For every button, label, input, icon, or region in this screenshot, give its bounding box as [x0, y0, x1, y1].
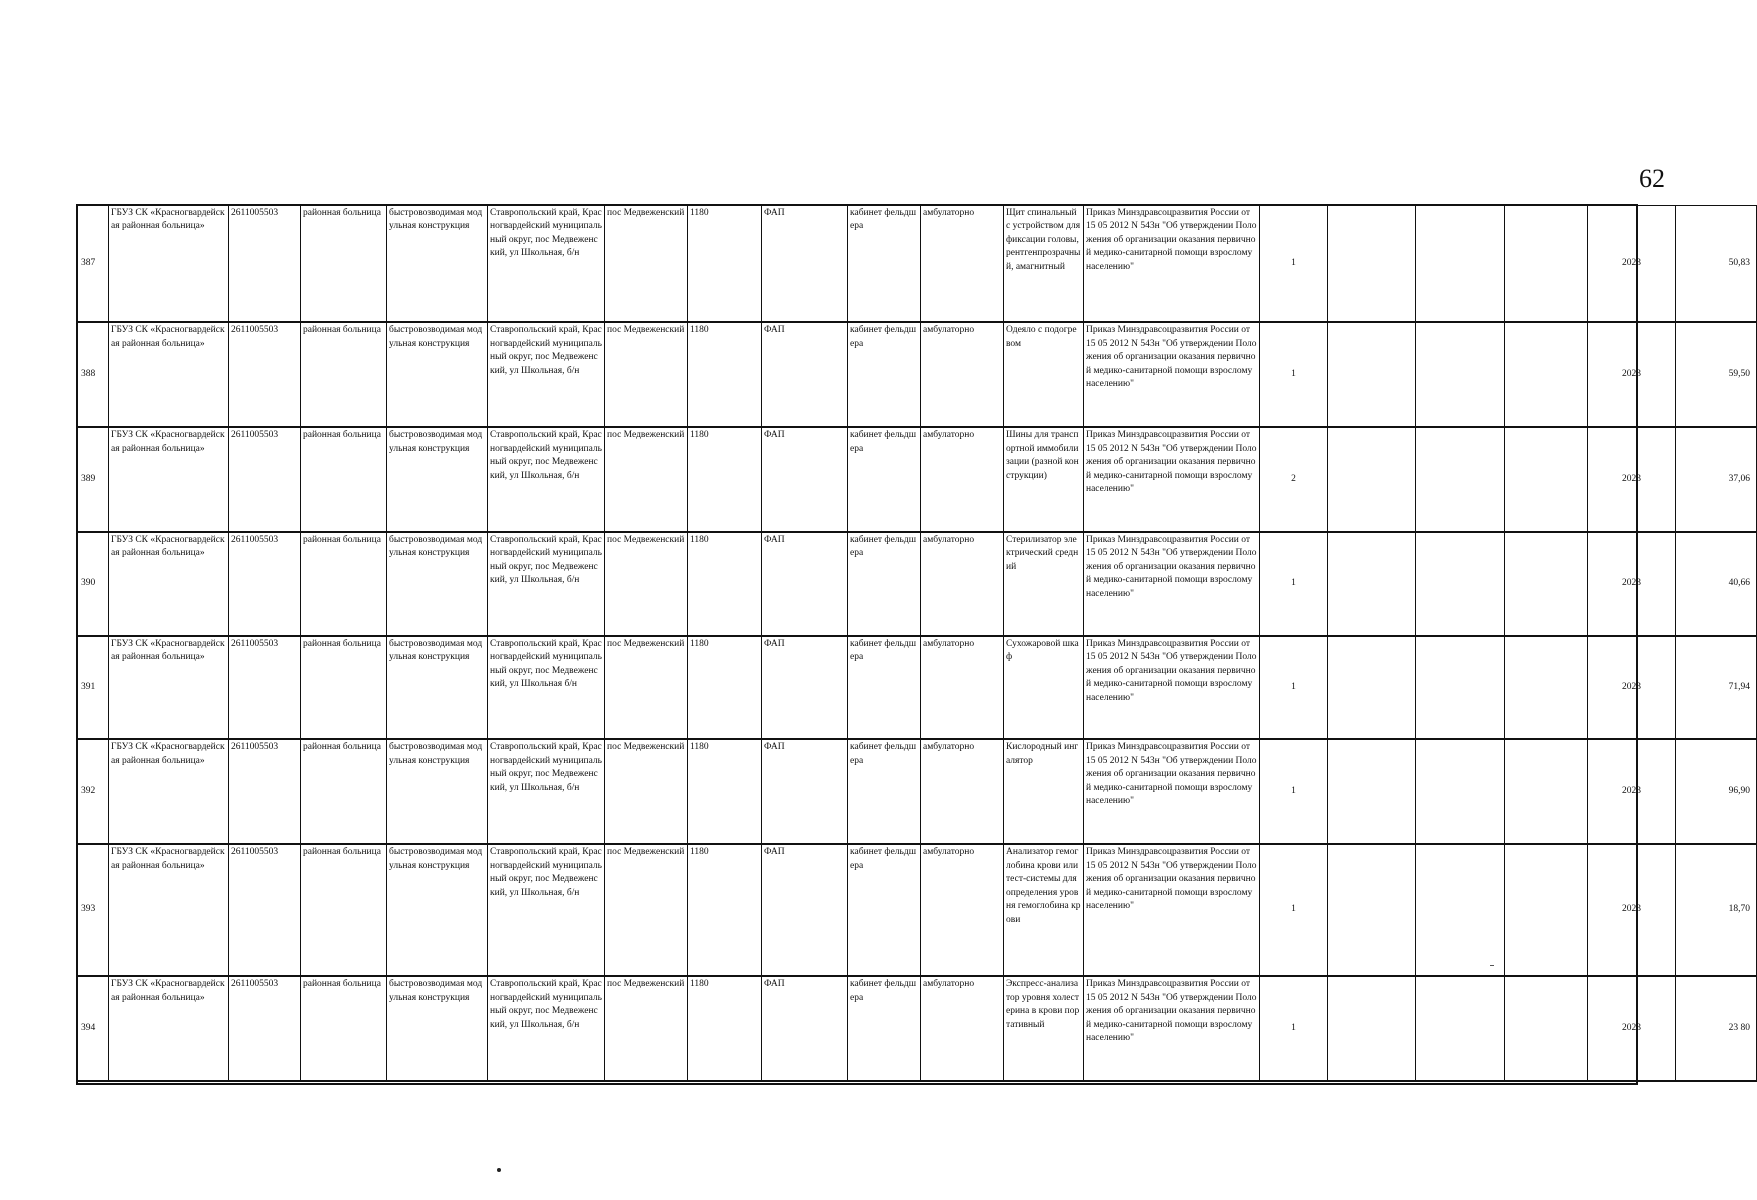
- cell-org: ГБУЗ СК «Красногвардейская районная больница»: [109, 636, 229, 740]
- cell-code: 1180: [688, 532, 762, 636]
- cell-type: районная больница: [301, 739, 387, 844]
- cell-room: кабинет фельдшера: [848, 844, 921, 976]
- cell-room: кабинет фельдшера: [848, 976, 921, 1081]
- table-row: [78, 532, 1757, 636]
- cell-care: амбулаторно: [921, 206, 1004, 323]
- cell-qty: 1: [1260, 636, 1328, 740]
- scan-mark: [1490, 965, 1494, 966]
- cell-unit: ФАП: [762, 636, 848, 740]
- cell-cost: 71,94: [1676, 636, 1757, 740]
- cell-building: быстровозводимая модульная конструкция: [387, 976, 488, 1081]
- cell-code: 1180: [688, 976, 762, 1081]
- cell-qty: 1: [1260, 976, 1328, 1081]
- cell-address: Ставропольский край, Красногвардейский муниципальный округ, пос Медвеженский, ул Школьная, б/н: [488, 532, 605, 636]
- cell-equipment: Щит спинальный с устройством для фиксации головы, рентгенпрозрачный, амагнитный: [1004, 206, 1084, 323]
- table-row: [78, 636, 1757, 740]
- cell-unit: ФАП: [762, 976, 848, 1081]
- cell-care: амбулаторно: [921, 844, 1004, 976]
- cell-order: Приказ Минздравсоцразвития России от 15 05 2012 N 543н "Об утверждении Положения об организации оказания первичной медико-санитарной помощи взрослому населению": [1084, 427, 1260, 532]
- cell-e2: [1416, 532, 1505, 636]
- cell-e3: [1505, 206, 1588, 323]
- cell-e1: [1328, 427, 1416, 532]
- cell-unit: ФАП: [762, 206, 848, 323]
- cell-e2: [1416, 976, 1505, 1081]
- cell-e1: [1328, 206, 1416, 323]
- cell-e2: [1416, 636, 1505, 740]
- cell-order: Приказ Минздравсоцразвития России от 15 05 2012 N 543н "Об утверждении Положения об организации оказания первичной медико-санитарной помощи взрослому населению": [1084, 206, 1260, 323]
- cell-order: Приказ Минздравсоцразвития России от 15 05 2012 N 543н "Об утверждении Положения об организации оказания первичной медико-санитарной помощи взрослому населению": [1084, 739, 1260, 844]
- cell-address: Ставропольский край, Красногвардейский муниципальный округ, пос Медвеженский, ул Школьная, б/н: [488, 322, 605, 427]
- table-row: [78, 844, 1757, 976]
- cell-type: районная больница: [301, 844, 387, 976]
- cell-care: амбулаторно: [921, 532, 1004, 636]
- cell-equipment: Сухожаровой шкаф: [1004, 636, 1084, 740]
- cell-e3: [1505, 739, 1588, 844]
- cell-num: 388: [78, 322, 109, 427]
- cell-qty: 1: [1260, 322, 1328, 427]
- cell-num: 394: [78, 976, 109, 1081]
- cell-qty: 1: [1260, 844, 1328, 976]
- cell-unit: ФАП: [762, 427, 848, 532]
- cell-qty: 1: [1260, 206, 1328, 323]
- table-row: [78, 739, 1757, 844]
- cell-num: 387: [78, 206, 109, 323]
- cell-building: быстровозводимая модульная конструкция: [387, 427, 488, 532]
- cell-care: амбулаторно: [921, 427, 1004, 532]
- scan-mark: [497, 1168, 501, 1172]
- cell-locality: пос Медвеженский: [605, 206, 688, 323]
- cell-org: ГБУЗ СК «Красногвардейская районная больница»: [109, 206, 229, 323]
- cell-building: быстровозводимая модульная конструкция: [387, 532, 488, 636]
- table-row: [78, 322, 1757, 427]
- cell-num: 393: [78, 844, 109, 976]
- cell-inn: 2611005503: [229, 844, 301, 976]
- cell-num: 390: [78, 532, 109, 636]
- cell-year: 2023: [1588, 739, 1676, 844]
- cell-room: кабинет фельдшера: [848, 206, 921, 323]
- cell-room: кабинет фельдшера: [848, 532, 921, 636]
- cell-cost: 23 80: [1676, 976, 1757, 1081]
- cell-e3: [1505, 427, 1588, 532]
- cell-address: Ставропольский край, Красногвардейский муниципальный округ, пос Медвеженский, ул Школьная, б/н: [488, 976, 605, 1081]
- cell-type: районная больница: [301, 427, 387, 532]
- cell-equipment: Стерилизатор электрический средний: [1004, 532, 1084, 636]
- cell-care: амбулаторно: [921, 976, 1004, 1081]
- cell-building: быстровозводимая модульная конструкция: [387, 636, 488, 740]
- cell-equipment: Шины для транспортной иммобилизации (разной конструкции): [1004, 427, 1084, 532]
- table-row: [78, 206, 1757, 323]
- cell-e2: [1416, 739, 1505, 844]
- cell-inn: 2611005503: [229, 976, 301, 1081]
- cell-e3: [1505, 532, 1588, 636]
- cell-equipment: Одеяло с подогревом: [1004, 322, 1084, 427]
- cell-e2: [1416, 427, 1505, 532]
- page-number: 62: [1639, 164, 1665, 193]
- cell-org: ГБУЗ СК «Красногвардейская районная больница»: [109, 427, 229, 532]
- cell-locality: пос Медвеженский: [605, 844, 688, 976]
- cell-e1: [1328, 844, 1416, 976]
- table-row: [78, 976, 1757, 1081]
- cell-care: амбулаторно: [921, 636, 1004, 740]
- cell-num: 389: [78, 427, 109, 532]
- cell-org: ГБУЗ СК «Красногвардейская районная больница»: [109, 322, 229, 427]
- cell-order: Приказ Минздравсоцразвития России от 15 05 2012 N 543н "Об утверждении Положения об организации оказания первичной медико-санитарной помощи взрослому населению": [1084, 976, 1260, 1081]
- cell-e1: [1328, 976, 1416, 1081]
- cell-e2: [1416, 844, 1505, 976]
- cell-room: кабинет фельдшера: [848, 636, 921, 740]
- cell-locality: пос Медвеженский: [605, 976, 688, 1081]
- cell-care: амбулаторно: [921, 739, 1004, 844]
- cell-type: районная больница: [301, 532, 387, 636]
- cell-org: ГБУЗ СК «Красногвардейская районная больница»: [109, 976, 229, 1081]
- cell-qty: 2: [1260, 427, 1328, 532]
- cell-type: районная больница: [301, 636, 387, 740]
- cell-e3: [1505, 636, 1588, 740]
- cell-e3: [1505, 322, 1588, 427]
- cell-code: 1180: [688, 206, 762, 323]
- cell-year: 2023: [1588, 206, 1676, 323]
- cell-order: Приказ Минздравсоцразвития России от 15 05 2012 N 543н "Об утверждении Положения об организации оказания первичной медико-санитарной помощи взрослому населению": [1084, 322, 1260, 427]
- cell-cost: 96,90: [1676, 739, 1757, 844]
- cell-cost: 59,50: [1676, 322, 1757, 427]
- cell-room: кабинет фельдшера: [848, 427, 921, 532]
- cell-address: Ставропольский край, Красногвардейский муниципальный округ, пос Медвеженский, ул Школьная, б/н: [488, 739, 605, 844]
- cell-equipment: Экспресс-анализатор уровня холестерина в крови портативный: [1004, 976, 1084, 1081]
- cell-e1: [1328, 532, 1416, 636]
- cell-num: 392: [78, 739, 109, 844]
- cell-unit: ФАП: [762, 322, 848, 427]
- cell-e2: [1416, 322, 1505, 427]
- cell-cost: 18,70: [1676, 844, 1757, 976]
- cell-locality: пос Медвеженский: [605, 427, 688, 532]
- cell-order: Приказ Минздравсоцразвития России от 15 05 2012 N 543н "Об утверждении Положения об организации оказания первичной медико-санитарной помощи взрослому населению": [1084, 636, 1260, 740]
- cell-inn: 2611005503: [229, 739, 301, 844]
- cell-order: Приказ Минздравсоцразвития России от 15 05 2012 N 543н "Об утверждении Положения об организации оказания первичной медико-санитарной помощи взрослому населению": [1084, 844, 1260, 976]
- cell-building: быстровозводимая модульная конструкция: [387, 322, 488, 427]
- cell-inn: 2611005503: [229, 636, 301, 740]
- table-row: [78, 427, 1757, 532]
- cell-room: кабинет фельдшера: [848, 322, 921, 427]
- cell-cost: 50,83: [1676, 206, 1757, 323]
- cell-e1: [1328, 636, 1416, 740]
- cell-building: быстровозводимая модульная конструкция: [387, 206, 488, 323]
- cell-org: ГБУЗ СК «Красногвардейская районная больница»: [109, 532, 229, 636]
- cell-num: 391: [78, 636, 109, 740]
- cell-org: ГБУЗ СК «Красногвардейская районная больница»: [109, 844, 229, 976]
- cell-qty: 1: [1260, 532, 1328, 636]
- cell-year: 2023: [1588, 636, 1676, 740]
- cell-unit: ФАП: [762, 844, 848, 976]
- cell-type: районная больница: [301, 206, 387, 323]
- cell-room: кабинет фельдшера: [848, 739, 921, 844]
- cell-equipment: Кислородный ингалятор: [1004, 739, 1084, 844]
- cell-year: 2023: [1588, 532, 1676, 636]
- cell-e1: [1328, 739, 1416, 844]
- cell-e3: [1505, 844, 1588, 976]
- cell-code: 1180: [688, 636, 762, 740]
- cell-code: 1180: [688, 427, 762, 532]
- cell-code: 1180: [688, 739, 762, 844]
- cell-address: Ставропольский край, Красногвардейский муниципальный округ, пос Медвеженский, ул Школьная, б/н: [488, 206, 605, 323]
- cell-cost: 40,66: [1676, 532, 1757, 636]
- cell-address: Ставропольский край, Красногвардейский муниципальный округ, пос Медвеженский, ул Школьная, б/н: [488, 427, 605, 532]
- cell-building: быстровозводимая модульная конструкция: [387, 739, 488, 844]
- cell-year: 2023: [1588, 322, 1676, 427]
- cell-unit: ФАП: [762, 532, 848, 636]
- cell-year: 2023: [1588, 844, 1676, 976]
- cell-type: районная больница: [301, 322, 387, 427]
- cell-org: ГБУЗ СК «Красногвардейская районная больница»: [109, 739, 229, 844]
- cell-cost: 37,06: [1676, 427, 1757, 532]
- equipment-table: [77, 205, 1757, 1082]
- cell-locality: пос Медвеженский: [605, 636, 688, 740]
- cell-address: Ставропольский край, Красногвардейский муниципальный округ, пос Медвеженский, ул Школьная, б/н: [488, 844, 605, 976]
- cell-e3: [1505, 976, 1588, 1081]
- cell-order: Приказ Минздравсоцразвития России от 15 05 2012 N 543н "Об утверждении Положения об организации оказания первичной медико-санитарной помощи взрослому населению": [1084, 532, 1260, 636]
- cell-code: 1180: [688, 844, 762, 976]
- cell-care: амбулаторно: [921, 322, 1004, 427]
- cell-year: 2023: [1588, 976, 1676, 1081]
- cell-e2: [1416, 206, 1505, 323]
- cell-year: 2023: [1588, 427, 1676, 532]
- cell-type: районная больница: [301, 976, 387, 1081]
- cell-inn: 2611005503: [229, 532, 301, 636]
- cell-locality: пос Медвеженский: [605, 739, 688, 844]
- cell-code: 1180: [688, 322, 762, 427]
- cell-inn: 2611005503: [229, 322, 301, 427]
- cell-locality: пос Медвеженский: [605, 322, 688, 427]
- cell-address: Ставропольский край, Красногвардейский муниципальный округ, пос Медвеженский, ул Школьная б/н: [488, 636, 605, 740]
- cell-locality: пос Медвеженский: [605, 532, 688, 636]
- cell-unit: ФАП: [762, 739, 848, 844]
- cell-inn: 2611005503: [229, 427, 301, 532]
- cell-inn: 2611005503: [229, 206, 301, 323]
- cell-equipment: Анализатор гемоглобина крови или тест-системы для определения уровня гемоглобина крови: [1004, 844, 1084, 976]
- cell-building: быстровозводимая модульная конструкция: [387, 844, 488, 976]
- cell-qty: 1: [1260, 739, 1328, 844]
- cell-e1: [1328, 322, 1416, 427]
